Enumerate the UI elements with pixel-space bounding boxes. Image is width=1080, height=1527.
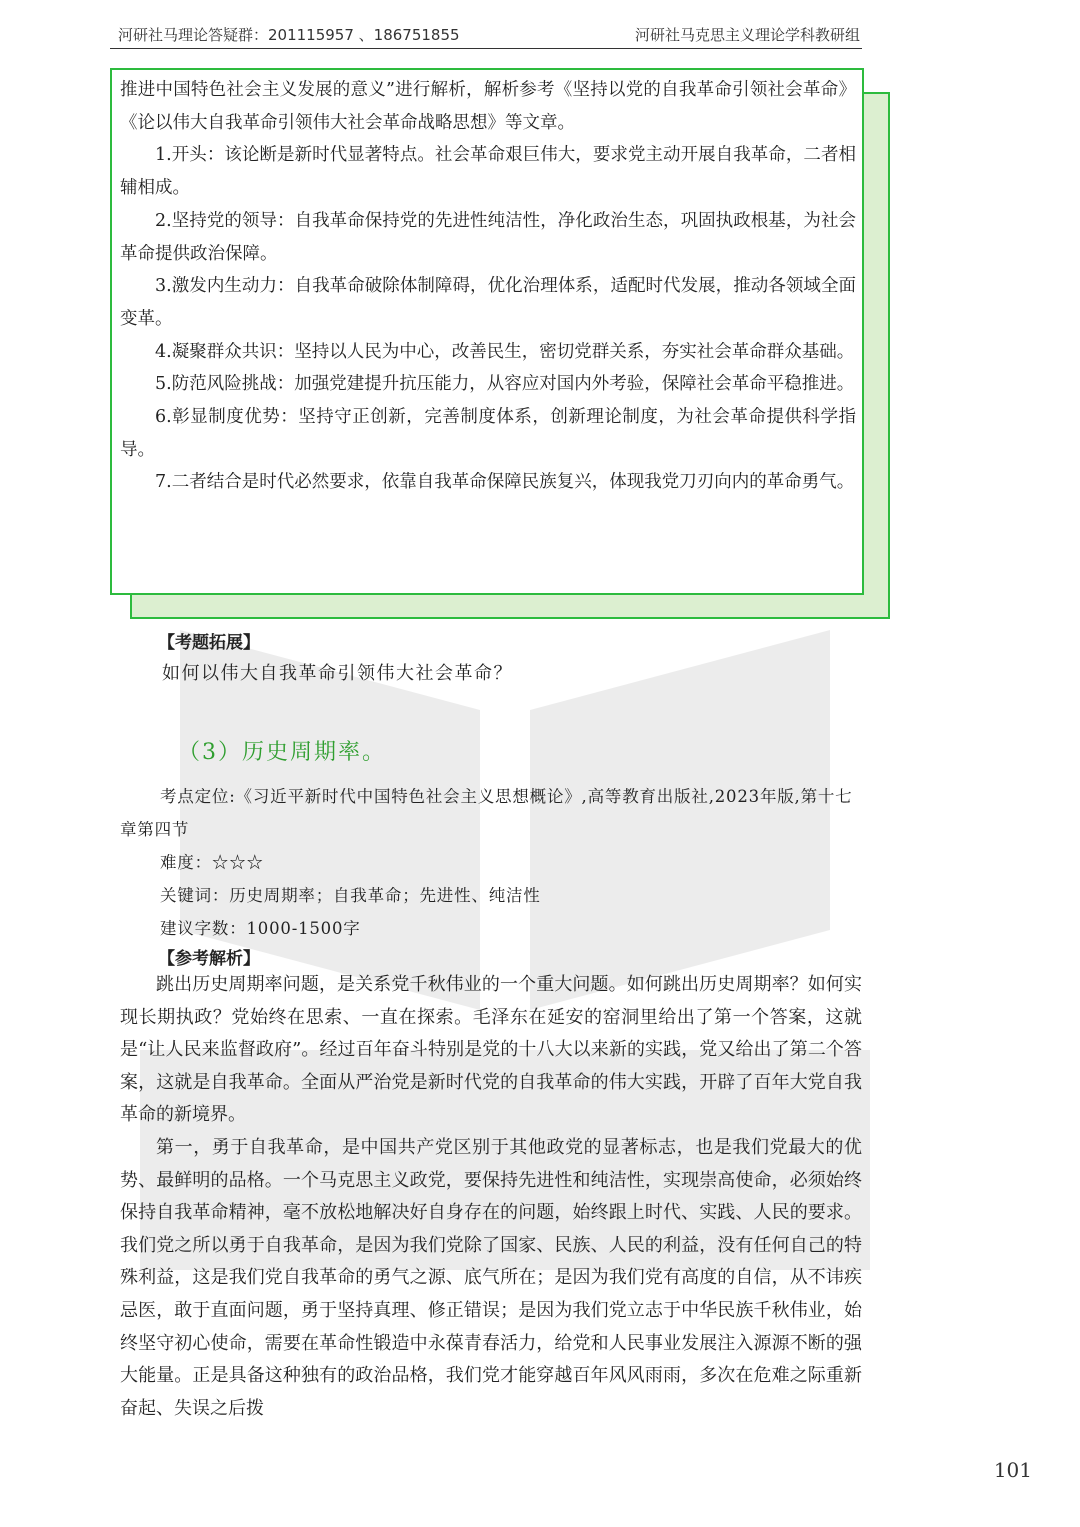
analysis-tag: 【参考解析】 — [158, 949, 260, 969]
extension-question: 如何以伟大自我革命引领伟大社会革命？ — [162, 663, 513, 684]
meta-word-count: 建议字数：1000-1500字 — [160, 919, 361, 938]
box-point: 1.开头：该论断是新时代显著特点。社会革命艰巨伟大，要求党主动开展自我革命，二者相辅相成。 — [120, 145, 856, 199]
page-header — [110, 18, 862, 49]
page-number: 101 — [993, 1458, 1032, 1482]
analysis-section — [120, 944, 862, 1425]
analysis-body — [120, 969, 862, 1425]
analysis-paragraph: 跳出历史周期率问题，是关系党千秋伟业的一个重大问题。如何跳出历史周期率？如何实现长期执政？党始终在思索、一直在探索。毛泽东在延安的窑洞里给出了第一个答案，这就是“让人民来监督政府”。经过百年奋斗特别是党的十八大以来新的实践，党又给出了第二个答案，这就是自我革命。全面从严治党是新时代党的自我革命的伟大实践，开辟了百年大党自我革命的新境界。 — [120, 974, 862, 1126]
extension-section — [120, 628, 862, 685]
header-left-text: 河研社马理论答疑群：201115957 、186751855 — [118, 26, 460, 44]
meta-keywords: 关键词：历史周期率；自我革命；先进性、纯洁性 — [160, 886, 541, 905]
box-point: 7.二者结合是时代必然要求，依靠自我革命保障民族复兴，体现我党刀刃向内的革命勇气。 — [155, 472, 855, 493]
meta-location: 考点定位:《习近平新时代中国特色社会主义思想概论》,高等教育出版社,2023年版,第十七章第四节 — [120, 787, 853, 839]
box-point: 4.凝聚群众共识：坚持以人民为中心，改善民生，密切党群关系，夯实社会革命群众基础。 — [155, 341, 855, 362]
answer-outline-box — [110, 68, 864, 595]
analysis-paragraph: 第一，勇于自我革命，是中国共产党区别于其他政党的显著标志，也是我们党最大的优势、最鲜明的品格。一个马克思主义政党，要保持先进性和纯洁性，实现崇高使命，必须始终保持自我革命精神，毫不放松地解决好自身存在的问题，始终跟上时代、实践、人民的要求。我们党之所以勇于自我革命，是因为我们党除了国家、民族、人民的利益，没有任何自己的特殊利益，这是我们党自我革命的勇气之源、底气所在；是因为我们党有高度的自信，从不讳疾忌医，敢于直面问题，勇于坚持真理、修正错误；是因为我们党立志于中华民族千秋伟业，始终坚守初心使命，需要在革命性锻造中永葆青春活力，给党和人民事业发展注入源源不断的强大能量。正是具备这种独有的政治品格，我们党才能穿越百年风风雨雨，多次在危难之际重新奋起、失误之后拨 — [120, 1136, 862, 1419]
box-intro: 推进中国特色社会主义发展的意义”进行解析，解析参考《坚持以党的自我革命引领社会革命》《论以伟大自我革命引领伟大社会革命战略思想》等文章。 — [120, 80, 856, 133]
box-point: 6.彰显制度优势：坚持守正创新，完善制度体系，创新理论制度，为社会革命提供科学指导。 — [120, 407, 856, 460]
meta-difficulty: 难度：☆☆☆ — [160, 853, 264, 872]
meta-info — [120, 780, 862, 945]
section-title: （3）历史周期率。 — [178, 740, 386, 765]
box-point: 5.防范风险挑战：加强党建提升抗压能力，从容应对国内外考验，保障社会革命平稳推进。 — [155, 374, 855, 395]
box-point: 3.激发内生动力：自我革命破除体制障碍，优化治理体系，适配时代发展，推动各领域全面变革。 — [120, 276, 856, 329]
extension-tag: 【考题拓展】 — [158, 633, 260, 653]
header-right-text: 河研社马克思主义理论学科教研组 — [634, 26, 860, 44]
box-point: 2.坚持党的领导：自我革命保持党的先进性纯洁性，净化政治生态，巩固执政根基，为社会革命提供政治保障。 — [120, 210, 856, 264]
